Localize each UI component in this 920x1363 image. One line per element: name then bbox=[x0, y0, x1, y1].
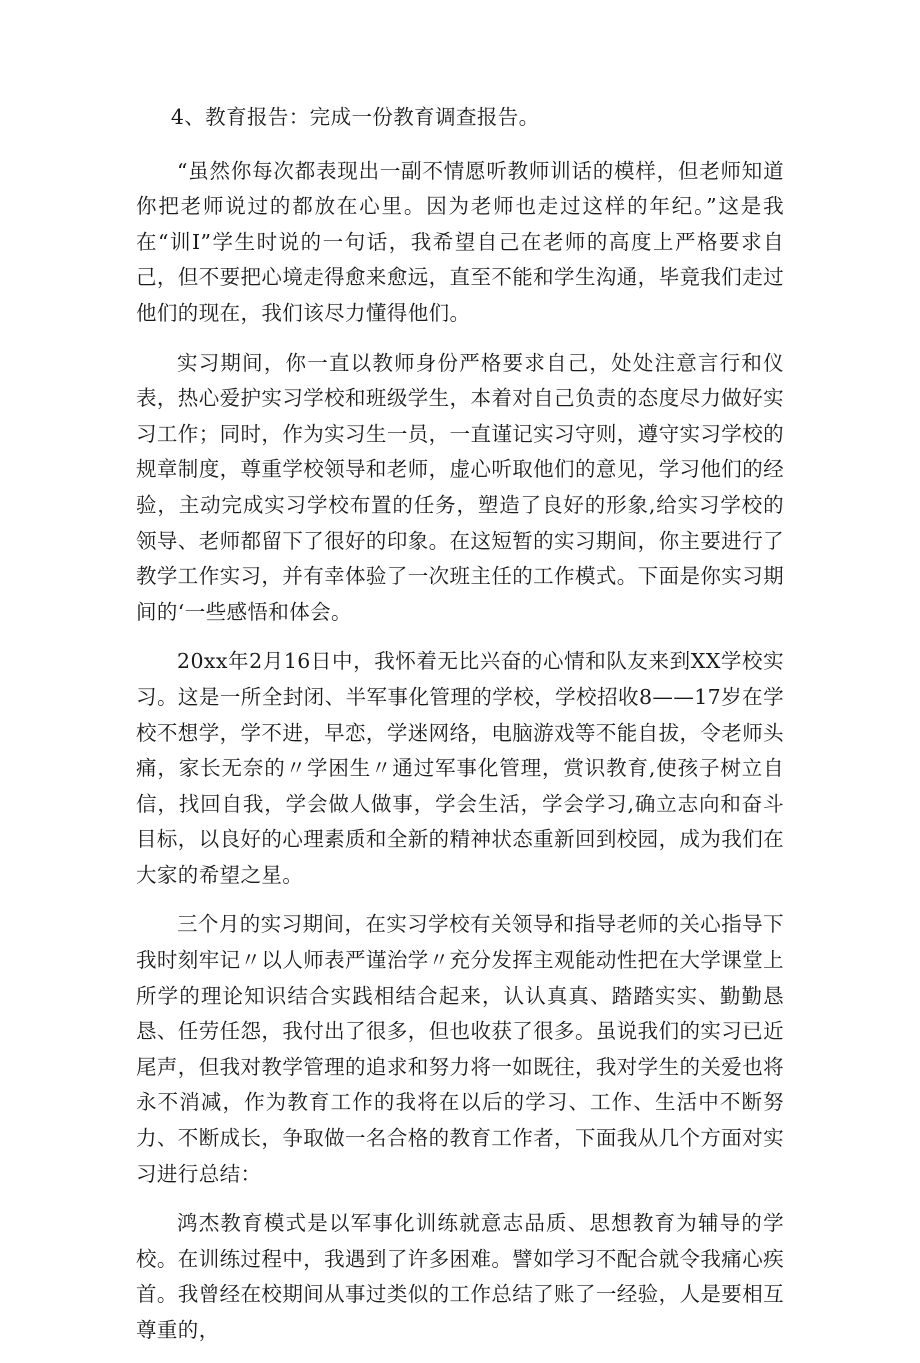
paragraph-education-report: 4、教育报告：完成一份教育调查报告。 bbox=[170, 105, 540, 129]
paragraph-three-months: 三个月的实习期间，在实习学校有关领导和指导老师的关心指导下我时刻牢记〃以人师表严谨治学〃充分发挥主观能动性把在大学课堂上所学的理论知识结合实践相结合起来，认认真真、踏踏实实、勤勤恳恳、任劳任怨，我付出了很多，但也收获了很多。虽说我们的实习已近尾声，但我对教学管理的追求和努力将一如既往，我对学生的关爱也将永不消减，作为教育工作的我将在以后的学习、工作、生活中不断努力、不断成长，争取做一名合格的教育工作者，下面我从几个方面对实习进行总结： bbox=[136, 912, 784, 1186]
paragraph-teacher-quote: “虽然你每次都表现出一副不情愿听教师训话的模样，但老师知道你把老师说过的都放在心里。因为老师也走过这样的年纪。”这是我在“训I”学生时说的一句话，我希望自己在老师的高度上严格要求自己，但不要把心境走得愈来愈远，直至不能和学生沟通，毕竟我们走过他们的现在，我们该尽力懂得他们。 bbox=[136, 158, 784, 325]
paragraph-internship-conduct: 实习期间，你一直以教师身份严格要求自己，处处注意言行和仪表，热心爱护实习学校和班级学生，本着对自己负责的态度尽力做好实习工作；同时，作为实习生一员，一直谨记实习守则，遵守实习学校的规章制度，尊重学校领导和老师，虚心听取他们的意见，学习他们的经验，主动完成实习学校布置的任务，塑造了良好的形象,给实习学校的领导、老师都留下了很好的印象。在这短暂的实习期间，你主要进行了教学工作实习，并有幸体验了一次班主任的工作模式。下面是你实习期间的‘一些感悟和体会。 bbox=[136, 350, 784, 624]
paragraph-hongjie-model: 鸿杰教育模式是以军事化训练就意志品质、思想教育为辅导的学校。在训练过程中，我遇到了许多困难。譬如学习不配合就令我痛心疾首。我曾经在校期间从事过类似的工作总结了账了一经验，人是要相互尊重的， bbox=[136, 1211, 784, 1342]
document-body bbox=[136, 100, 784, 1363]
paragraph-school-arrival: 20xx年2月16日中，我怀着无比兴奋的心情和队友来到XX学校实习。这是一所全封闭、半军事化管理的学校，学校招收8——17岁在学校不想学，学不进，早恋，学迷网络，电脑游戏等不能自拔，令老师头痛，家长无奈的〃学困生〃通过军事化管理，赏识教育,使孩子树立自信，找回自我，学会做人做事，学会生活，学会学习,确立志向和奋斗目标，以良好的心理素质和全新的精神状态重新回到校园，成为我们在大家的希望之星。 bbox=[136, 649, 784, 887]
